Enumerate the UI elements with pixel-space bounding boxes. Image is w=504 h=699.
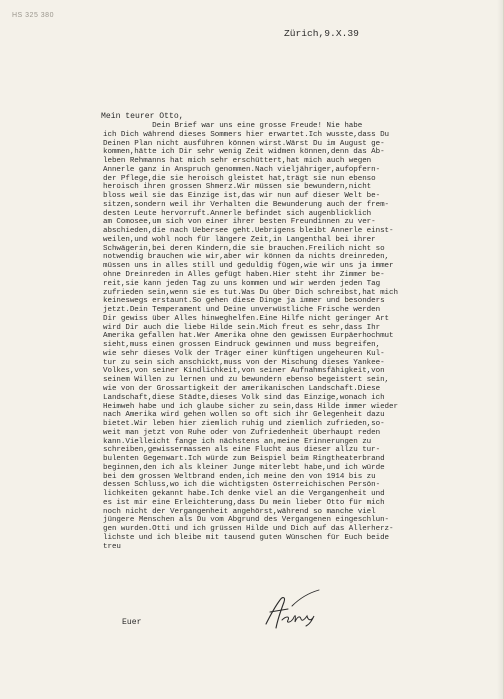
letter-line: am Comosee,um sich von einer ihrer besten Freundinnen zu ver- [103,218,376,227]
letter-line: sieht,muss einen grossen Eindruck gewinnen und muss begreifen, [103,341,381,350]
letter-line: wird Dir auch die liebe Hilde sein.Mich freut es sehr,dass Ihr [103,323,381,332]
letter-line: lichkeiten gekannt habe.Ich denke viel an die Vergangenheit und [103,490,385,499]
letter-line: nach Amerika wird gehen wollen so oft sich ihr Gelegenheit dazu [103,411,385,420]
letter-line: der Pflege,die sie heroisch gleistet hat,trägt sie nun ebenso [103,174,376,183]
letter-line: jüngere Menschen als Du vom Abgrund des Vergangenen eingeschlun- [103,516,390,525]
letter-line: Landschaft,diese Städte,dieses Volk sind das Einzige,wonach ich [103,393,385,402]
letter-line: bloss weil sie das Einzige ist,das wir nun auf dieser Welt be- [103,192,381,201]
letter-line: beginnen,den ich als kleiner Junge miterlebt habe,und ich würde [103,463,385,472]
letter-line: dessen Schluss,wo ich die wichtigsten österreichischen Persön- [103,481,381,490]
letter-line: reit,sie kann jeden Tag zu uns kommen und wir werden jeden Tag [103,279,381,288]
letter-line: seinem Willen zu lernen und zu bewundern ebenso begeistert sein, [103,376,390,385]
letter-line: Dir gewiss über Alles hinweghelfen.Eine Hilfe nicht geringer Art [103,314,390,323]
letter-line: bei dem grossen Weltbrand enden,ich meine den von 1914 bis zu [103,472,376,481]
letter-line: sitzen,sondern weil ihr Verhalten die Bewunderung auch der frem- [103,200,390,209]
letter-line: tur zu sein sich anschickt,muss von der Mischung dieses Yankee- [103,358,385,367]
dateline: Zürich,9.X.39 [284,28,359,39]
letter-line: Deinen Plan nicht ausführen können wirst.Wärst Du im August ge- [103,139,385,148]
letter-body [103,122,498,552]
letter-line: notwendig brauchen wie wir,aber wir können da nichts dreinreden, [103,253,390,262]
letter-line: kommen,hätte ich Dir sehr wenig Zeit widmen können,denn das Ab- [103,148,385,157]
letter-line: kann.Vielleicht fange ich nächstens an,meine Erinnerungen zu [103,437,372,446]
letter-line: Volkes,von seiner Kindlichkeit,von seiner Aufnahmsfähigkeit,von [103,367,385,376]
closing: Euer [122,618,142,627]
page-edge-shadow [497,0,503,699]
letter-line: weit man jetzt von Ruhe oder von Zufriedenheit überhaupt reden [103,428,381,437]
letter-line: desten Leute hervorruft.Annerle befindet sich augenblicklich [103,209,372,218]
letter-line: jetzt.Dein Temperament und Deine unverwüstliche Frische werden [103,306,381,315]
archive-number-stamp: HS 325 380 [12,12,54,19]
letter-line: schreiben,gewissermassen als eine Flucht aus dieser allzu tur- [103,446,381,455]
letter-line: Annerle ganz in Anspruch genommen.Nach vieljähriger,aufopfern- [103,165,381,174]
letter-line: müssen uns in alles still und geduldig fügen,wie wir uns ja immer [103,262,394,271]
letter-line: wie von der Grossartigkeit der amerikanischen Landschaft.Diese [103,384,381,393]
letter-line: Heimweh habe und ich glaube sicher zu sein,dass Hilde immer wieder [103,402,398,411]
letter-line: wie sehr dieses Volk der Träger einer künftigen ungeheuren Kul- [103,349,385,358]
letter-line: noch nicht der Vergangenheit angehörst,während so manche viel [103,507,376,516]
letter-line: weilen,und wohl noch für längere Zeit,in Langenthal bei ihrer [103,235,376,244]
letter-line: abschieden,die nach Uebersee geht.Uebrigens bleibt Annerle einst- [103,227,394,236]
handwritten-signature [262,586,322,636]
letter-line: heroisch ihren grossen Shmerz.Wir müssen sie bewundern,nicht [103,183,372,192]
letter-line: Dein Brief war uns eine grosse Freude! Nie habe [103,122,363,130]
letter-line: bulenten Gegenwart.Ich würde zum Beispiel beim Ringtheaterbrand [103,455,385,464]
letter-line: es ist mir eine Erleichterung,dass Du mein lieber Otto für mich [103,498,385,507]
letter-line: keineswegs erstaunt.So gehen diese Dinge ja immer und besonders [103,297,385,306]
letter-line: lichste und ich bleibe mit tausend guten Wünschen für Euch beide [103,533,390,542]
salutation: Mein teurer Otto, [101,112,184,121]
letter-line: bietet.Wir leben hier ziemlich ruhig und ziemlich zufrieden,so- [103,420,385,429]
letter-line: zufrieden sein,wenn sie es tut.Was Du über Dich schreibst,hat mich [103,288,398,297]
letter-line: treu [103,542,121,551]
letter-line: leben Rehmanns hat mich sehr erschüttert,hat mich auch wegen [103,157,372,166]
letter-line: Schwägerin,bei deren Kindern,die sie brauchen.Freilich nicht so [103,244,385,253]
letter-line: gen wurden.Otti und ich grüssen Hilde und Dich auf das Allerherz- [103,525,394,534]
letter-line: Amerika gefallen hat.Wer Amerika ohne den gewissen Eurpäerhochmut [103,332,394,341]
letter-line: ich Dich während dieses Sommers hier erwartet.Ich wusste,dass Du [103,130,390,139]
letter-line: ohne Dreinreden in Alles gefügt haben.Hier steht ihr Zimmer be- [103,271,385,280]
